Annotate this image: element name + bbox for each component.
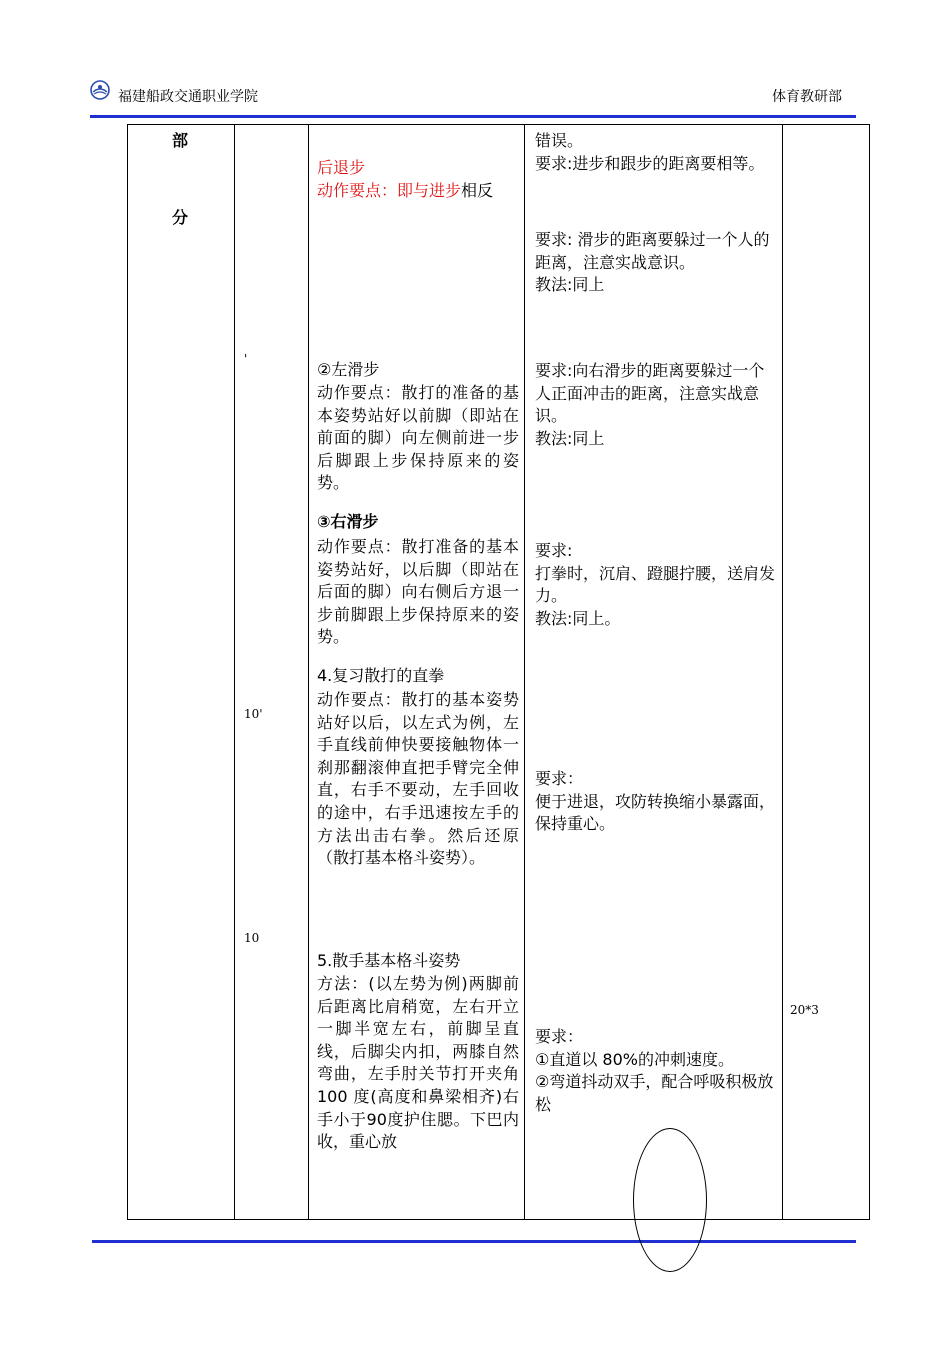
section-char-2: 分 (172, 208, 189, 227)
right-slide-title: ③右滑步 (317, 512, 379, 531)
requirement-block-2: 要求: 滑步的距离要躲过一个人的距离，注意实战意识。 教法:同上 (535, 230, 770, 295)
table-border-left (127, 124, 128, 1220)
college-logo-icon (90, 80, 110, 100)
time-mark: 10' (244, 707, 263, 721)
left-slide-desc: 动作要点：散打的准备的基本姿势站好以前脚（即站在前面的脚）向左侧前进一步后脚跟上步保持原来的姿势。 (317, 383, 519, 493)
requirement-block-5: 要求： 便于进退，攻防转换缩小暴露面，保持重心。 (535, 769, 776, 834)
column-divider (308, 124, 309, 1220)
stance-desc: 方法：(以左势为例)两脚前后距离比肩稍宽，左右开立一脚半宽左右，前脚呈直线，后脚尖内扣，两膝自然弯曲，左手肘关节打开夹角100 度(高度和鼻梁相齐)右手小于90度护住腮。下巴内收，重心放 (317, 974, 519, 1152)
table-border-right (869, 124, 870, 1220)
backstep-desc-rest: 相反 (461, 181, 494, 200)
backstep-title: 后退步 (317, 158, 366, 177)
right-slide-desc: 动作要点：散打准备的基本姿势站好，以后脚（即站在后面的脚）向右侧后方退一步前脚跟上步保持原来的姿势。 (317, 537, 519, 647)
repetition-count: 20*3 (790, 1003, 819, 1017)
requirement-block-6: 要求： ①直道以 80%的冲刺速度。 ②弯道抖动双手，配合呼吸积极放松 (535, 1027, 774, 1114)
department-name: 体育教研部 (772, 89, 842, 105)
requirement-block-1: 错误。 要求:进步和跟步的距离要相等。 (535, 131, 765, 173)
table-top-border (127, 124, 870, 125)
left-slide-title: ②左滑步 (317, 360, 380, 379)
column-divider (782, 124, 783, 1220)
review-desc: 动作要点：散打的基本姿势站好以后，以左式为例，左手直线前伸快要接触物体一刹那翻滚伸直把手臂完全伸直，右手不要动，左手回收的途中，右手迅速按左手的方法出击右拳。然后还原（散打基本格斗姿势）。 (317, 690, 519, 868)
column-divider (524, 124, 525, 1220)
footer-rule (92, 1240, 856, 1243)
time-mark: 10 (244, 931, 260, 945)
requirement-block-4: 要求: 打拳时，沉肩、蹬腿拧腰，送肩发力。 教法:同上。 (535, 541, 776, 628)
stance-title: 5.散手基本格斗姿势 (317, 951, 461, 970)
backstep-desc-highlight: 动作要点：即与进步 (317, 181, 462, 200)
school-name: 福建船政交通职业学院 (118, 89, 258, 105)
column-divider (234, 124, 235, 1220)
backstep-desc (317, 180, 519, 203)
requirement-block-3: 要求:向右滑步的距离要躲过一个人正面冲击的距离，注意实战意识。 教法:同上 (535, 361, 765, 448)
header-rule (90, 115, 856, 118)
time-mark: ' (244, 352, 248, 366)
table-bottom-border (127, 1219, 870, 1220)
page-number-oval (633, 1128, 707, 1272)
review-title: 4.复习散打的直拳 (317, 666, 445, 685)
section-char-1: 部 (172, 131, 189, 150)
page-header (90, 78, 856, 116)
